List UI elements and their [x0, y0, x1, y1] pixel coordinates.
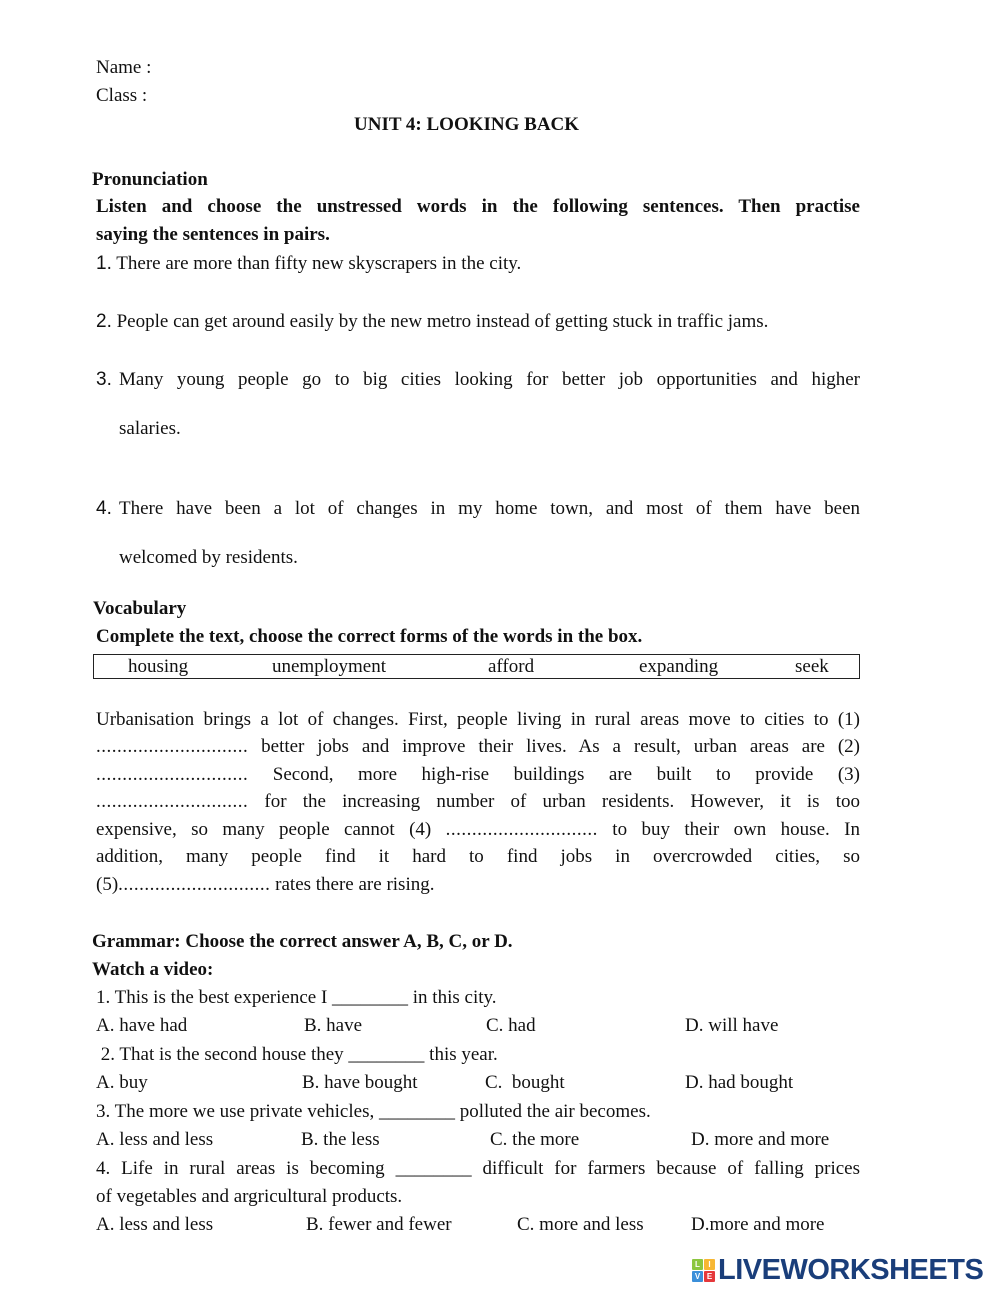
blank-2[interactable]: ............................. [96, 764, 249, 785]
word: seek [795, 656, 829, 677]
sentence-item: There have been a lot of changes in my home town, and most of them have been [119, 498, 860, 519]
blank-5[interactable]: ............................. [118, 874, 271, 895]
passage-line: addition, many people find it hard to find jobs in overcrowded cities, so [96, 846, 860, 867]
question: 1. This is the best experience I ________ in this city. [96, 987, 497, 1008]
sentence-number: 4. [96, 498, 112, 519]
blank-4[interactable]: ............................. [445, 819, 598, 840]
question-continuation: of vegetables and argricultural products. [96, 1186, 403, 1207]
passage-line: ............................. Second, more high-rise buildings are built to provide (3) [96, 764, 860, 785]
word: unemployment [272, 656, 386, 677]
option-d[interactable]: D.more and more [691, 1214, 825, 1235]
word: housing [128, 656, 189, 677]
option-c[interactable]: C. the more [490, 1129, 580, 1150]
sentence-item: 2. People can get around easily by the new metro instead of getting stuck in traffic jams. [96, 311, 769, 332]
instruction: Complete the text, choose the correct forms of the words in the box. [96, 626, 643, 647]
sentence-number: 3. [96, 369, 112, 390]
passage-line: ............................. for the increasing number of urban residents. However, it is too [96, 791, 860, 812]
page-title: UNIT 4: LOOKING BACK [354, 114, 580, 135]
question: 2. That is the second house they ________ this year. [96, 1044, 498, 1065]
option-d[interactable]: D. more and more [691, 1129, 830, 1150]
word: expanding [639, 656, 719, 677]
option-a[interactable]: A. less and less [96, 1214, 214, 1235]
question: 3. The more we use private vehicles, ________ polluted the air becomes. [96, 1101, 651, 1122]
word-box [93, 654, 860, 679]
section-heading: Grammar: Choose the correct answer A, B, C, or D. [92, 931, 513, 952]
blank-3[interactable]: ............................. [96, 791, 249, 812]
instruction: Listen and choose the unstressed words in the following sentences. Then practise [96, 196, 860, 217]
passage-line: (5)............................. rates there are rising. [96, 874, 435, 895]
sentence-continuation: welcomed by residents. [119, 547, 298, 568]
option-b[interactable]: B. the less [301, 1129, 380, 1150]
logo-tiles-icon: L I V E [692, 1259, 715, 1282]
option-c[interactable]: C. had [486, 1015, 536, 1036]
sentence-item: 1. There are more than fifty new skyscrapers in the city. [96, 253, 522, 274]
name-label: Name : [96, 57, 152, 78]
word: afford [488, 656, 535, 677]
class-label: Class : [96, 85, 148, 106]
liveworksheets-logo [692, 1254, 983, 1287]
instruction: saying the sentences in pairs. [96, 224, 330, 245]
logo-text: LIVEWORKSHEETS [718, 1254, 984, 1286]
option-b[interactable]: B. have [304, 1015, 363, 1036]
option-b[interactable]: B. have bought [302, 1072, 418, 1093]
option-a[interactable]: A. have had [96, 1015, 188, 1036]
option-a[interactable]: A. buy [96, 1072, 148, 1093]
passage-line: ............................. better jobs and improve their lives. As a result, urban areas are (2) [96, 736, 860, 757]
option-b[interactable]: B. fewer and fewer [306, 1214, 452, 1235]
section-heading: Vocabulary [93, 598, 187, 619]
passage-line: Urbanisation brings a lot of changes. First, people living in rural areas move to cities to (1) [96, 709, 860, 730]
sentence-continuation: salaries. [119, 418, 181, 439]
option-d[interactable]: D. will have [685, 1015, 779, 1036]
option-c[interactable]: C. bought [485, 1072, 565, 1093]
question: 4. Life in rural areas is becoming ________ difficult for farmers because of falling prices [96, 1158, 860, 1179]
passage-line: expensive, so many people cannot (4) ............................. to buy their own house. In [96, 819, 860, 840]
section-subheading: Watch a video: [92, 959, 214, 980]
sentence-item: Many young people go to big cities looking for better job opportunities and higher [119, 369, 860, 390]
option-a[interactable]: A. less and less [96, 1129, 214, 1150]
section-heading: Pronunciation [92, 169, 208, 190]
option-c[interactable]: C. more and less [517, 1214, 644, 1235]
blank-1[interactable]: ............................. [96, 736, 249, 757]
option-d[interactable]: D. had bought [685, 1072, 794, 1093]
